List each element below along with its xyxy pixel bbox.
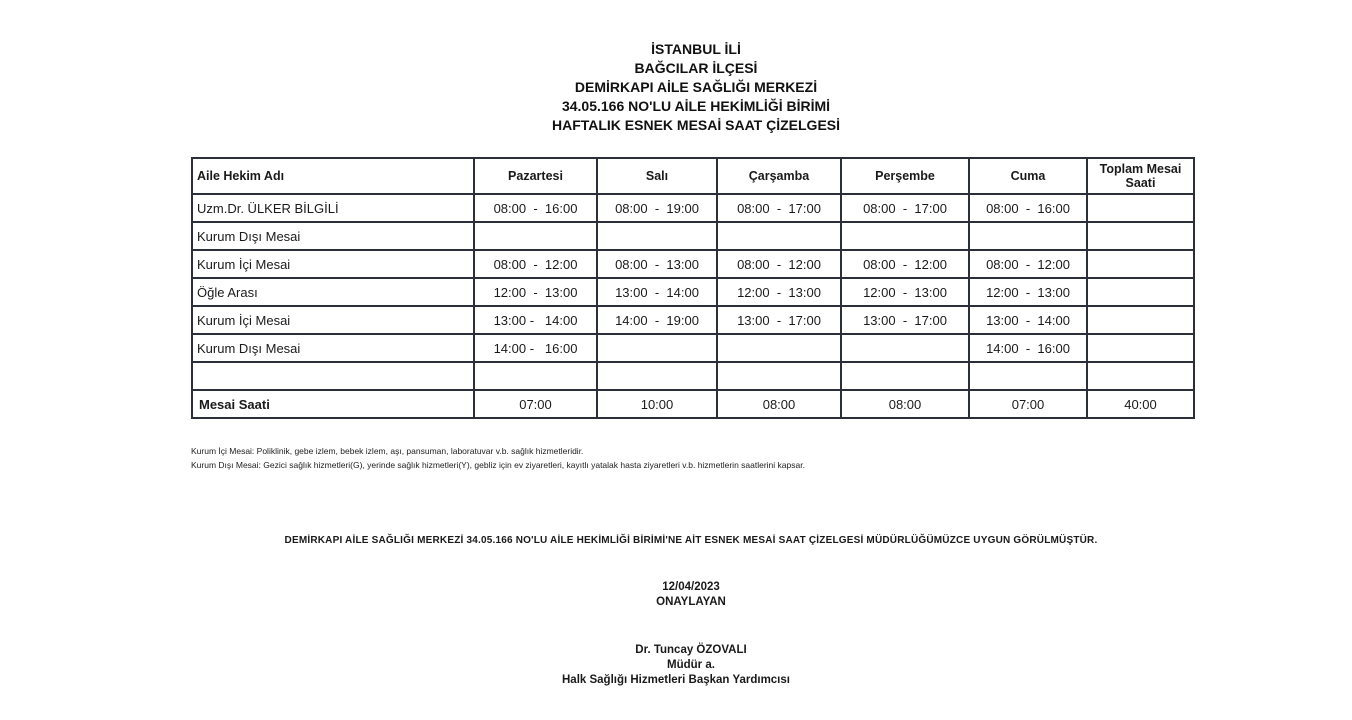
header-total-hours: Toplam Mesai Saati [1087, 158, 1194, 194]
header-tuesday: Salı [597, 158, 717, 194]
time-cell: 08:00 - 19:00 [597, 194, 717, 222]
approver-position: Halk Sağlığı Hizmetleri Başkan Yardımcısı [562, 674, 790, 686]
approval-text: DEMİRKAPI AİLE SAĞLIĞI MERKEZİ 34.05.166 NO'LU AİLE HEKİMLİĞİ BİRİMİ'NE AİT ESNEK MESAİ SAAT ÇİZELGESİ MÜDÜRLÜĞÜMÜZCE UYGUN GÖRÜLMÜŞTÜR. [284, 535, 1098, 546]
time-cell [1087, 222, 1194, 250]
time-cell [597, 334, 717, 362]
table-row [192, 222, 1194, 250]
time-cell [841, 334, 969, 362]
document-header [0, 40, 1352, 135]
time-cell [597, 222, 717, 250]
row-label: Kurum Dışı Mesai [192, 334, 474, 362]
total-cell: 10:00 [597, 390, 717, 418]
time-cell: 12:00 - 13:00 [474, 278, 597, 306]
time-cell: 08:00 - 12:00 [717, 250, 841, 278]
total-cell: 40:00 [1087, 390, 1194, 418]
time-cell: 12:00 - 13:00 [969, 278, 1087, 306]
time-cell [1087, 250, 1194, 278]
time-cell [717, 362, 841, 390]
header-district: BAĞCILAR İLÇESİ [634, 60, 758, 76]
notes [191, 444, 805, 472]
time-cell: 12:00 - 13:00 [841, 278, 969, 306]
time-cell [474, 222, 597, 250]
time-cell: 13:00 - 17:00 [841, 306, 969, 334]
header-friday: Cuma [969, 158, 1087, 194]
time-cell: 08:00 - 13:00 [597, 250, 717, 278]
time-cell [1087, 306, 1194, 334]
time-cell [969, 222, 1087, 250]
time-cell [841, 222, 969, 250]
note-external-hours: Kurum Dışı Mesai: Gezici sağlık hizmetleri(G), yerinde sağlık hizmetleri(Y), gebliz için ev ziyaretleri, kayıtlı yatalak hasta ziyaretleri v.b. hizmetlerin saatlerini kapsar. [191, 460, 805, 470]
note-internal-hours: Kurum İçi Mesai: Poliklinik, gebe izlem, bebek izlem, aşı, pansuman, laboratuvar v.b. sağlık hizmetleridir. [191, 446, 584, 456]
time-cell: 13:00 - 14:00 [969, 306, 1087, 334]
time-cell: 08:00 - 17:00 [841, 194, 969, 222]
time-cell [969, 362, 1087, 390]
row-label: Kurum İçi Mesai [192, 306, 474, 334]
header-province: İSTANBUL İLİ [651, 41, 741, 57]
approval-date: 12/04/2023 [662, 581, 720, 593]
total-cell: 07:00 [474, 390, 597, 418]
total-cell: 08:00 [841, 390, 969, 418]
row-label: Kurum Dışı Mesai [192, 222, 474, 250]
time-cell: 12:00 - 13:00 [717, 278, 841, 306]
time-cell: 14:00 - 19:00 [597, 306, 717, 334]
time-cell [474, 362, 597, 390]
row-label [192, 362, 474, 390]
total-cell: 07:00 [969, 390, 1087, 418]
time-cell [597, 362, 717, 390]
total-cell: 08:00 [717, 390, 841, 418]
approver-title: Müdür a. [667, 659, 715, 671]
table-header-row [192, 158, 1194, 194]
time-cell [717, 222, 841, 250]
table-row [192, 194, 1194, 222]
time-cell [1087, 362, 1194, 390]
row-label: Uzm.Dr. ÜLKER BİLGİLİ [192, 194, 474, 222]
header-doctor-name: Aile Hekim Adı [192, 158, 474, 194]
table-row [192, 334, 1194, 362]
header-monday: Pazartesi [474, 158, 597, 194]
time-cell: 08:00 - 12:00 [969, 250, 1087, 278]
time-cell: 13:00 - 17:00 [717, 306, 841, 334]
approver-label: ONAYLAYAN [656, 596, 726, 608]
total-row [192, 390, 1194, 418]
table-row [192, 306, 1194, 334]
header-thursday: Perşembe [841, 158, 969, 194]
table-row [192, 250, 1194, 278]
time-cell: 08:00 - 12:00 [841, 250, 969, 278]
table-row [192, 278, 1194, 306]
time-cell: 13:00 - 14:00 [597, 278, 717, 306]
time-cell: 08:00 - 16:00 [474, 194, 597, 222]
header-wednesday: Çarşamba [717, 158, 841, 194]
time-cell: 13:00 - 14:00 [474, 306, 597, 334]
approval-statement [0, 535, 1352, 546]
time-cell [1087, 194, 1194, 222]
time-cell: 08:00 - 16:00 [969, 194, 1087, 222]
time-cell: 08:00 - 12:00 [474, 250, 597, 278]
time-cell [717, 334, 841, 362]
row-label: Öğle Arası [192, 278, 474, 306]
schedule-table [191, 157, 1195, 419]
time-cell [1087, 278, 1194, 306]
total-label: Mesai Saati [192, 390, 474, 418]
header-health-center: DEMİRKAPI AİLE SAĞLIĞI MERKEZİ [574, 79, 818, 95]
time-cell [841, 362, 969, 390]
time-cell: 14:00 - 16:00 [474, 334, 597, 362]
time-cell: 14:00 - 16:00 [969, 334, 1087, 362]
header-unit: 34.05.166 NO'LU AİLE HEKİMLİĞİ BİRİMİ [561, 98, 831, 114]
table-row [192, 362, 1194, 390]
header-title: HAFTALIK ESNEK MESAİ SAAT ÇİZELGESİ [551, 117, 841, 133]
signature-block [0, 580, 1352, 688]
row-label: Kurum İçi Mesai [192, 250, 474, 278]
time-cell [1087, 334, 1194, 362]
approver-name: Dr. Tuncay ÖZOVALI [635, 644, 747, 656]
time-cell: 08:00 - 17:00 [717, 194, 841, 222]
